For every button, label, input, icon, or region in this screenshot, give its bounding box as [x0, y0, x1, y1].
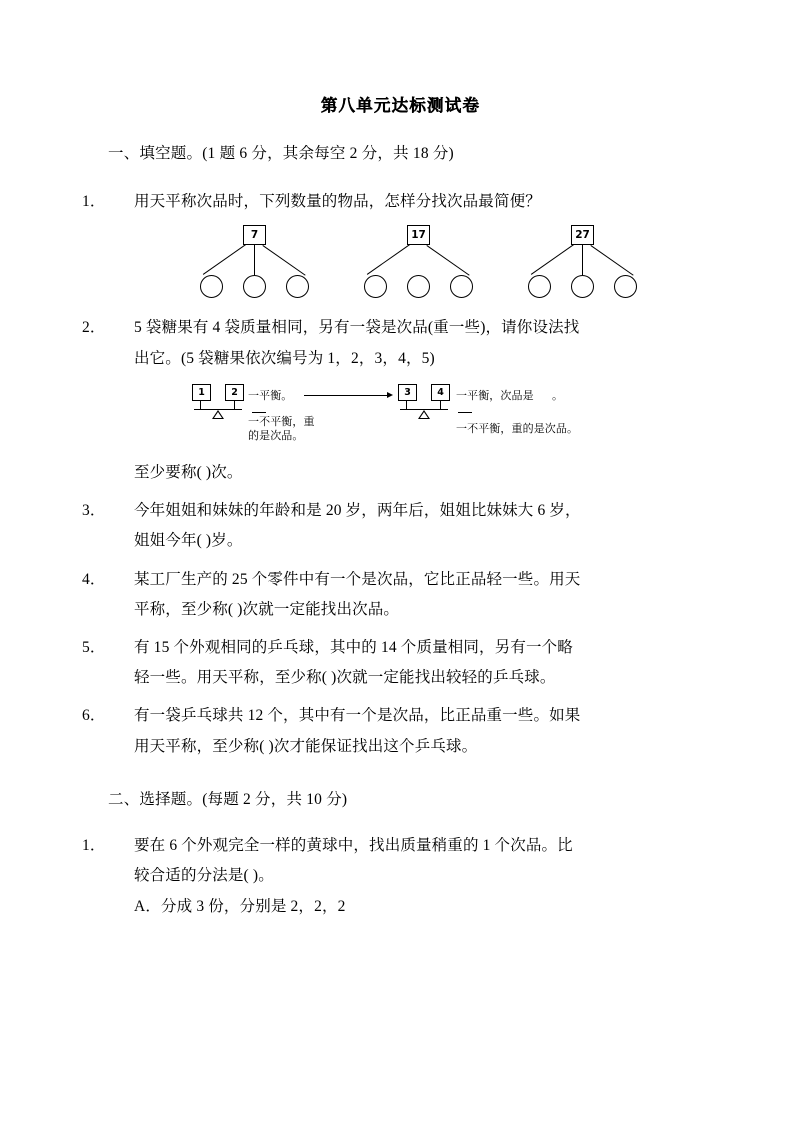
- balance-left-box-2: 2: [225, 384, 244, 401]
- question-5-line-1-wrap: [82, 633, 693, 663]
- balance-right-hanger-right: [440, 401, 441, 409]
- figure-balance-flow: [108, 382, 693, 448]
- question-1-number: 1．: [82, 193, 106, 211]
- tree-diagram-7: [196, 225, 326, 307]
- balance-right-branch-balanced-end: 。: [552, 389, 564, 402]
- question-2-answer: [108, 458, 693, 488]
- question-2-line-1: 5 袋糖果有 4 袋质量相同，另有一袋是次品(重一些)，请你设法找: [134, 319, 580, 337]
- choice-question-1-line-2[interactable]: 较合适的分法是( )。: [134, 867, 274, 885]
- question-5: [82, 633, 693, 693]
- tree-17-edge-right: [426, 245, 469, 276]
- question-2-line-2: 出它。(5 袋糖果依次编号为 1，2，3，4，5): [134, 349, 435, 367]
- balance-left-branch-unbalanced-line1: 一不平衡，重: [248, 415, 315, 428]
- tree-27-circle-2: [571, 275, 594, 298]
- tree-27-box-label: 27: [571, 225, 594, 245]
- tree-7-edge-middle: [254, 245, 255, 275]
- tree-17-edge-left: [367, 244, 410, 275]
- tree-7-edge-right: [262, 245, 305, 276]
- tree-17-circle-1: [364, 275, 387, 298]
- choice-question-1-line-1: 要在 6 个外观完全一样的黄球中，找出质量稍重的 1 个次品。比: [134, 837, 573, 855]
- flow-arrow-head: [387, 392, 393, 398]
- balance-left-box-1: 1: [192, 384, 211, 401]
- question-6-line-1-wrap: [82, 701, 693, 731]
- question-4-line-2[interactable]: 平称，至少称( )次就一定能找出次品。: [134, 600, 400, 618]
- question-6: [82, 701, 693, 761]
- tree-17-box-label: 17: [407, 225, 430, 245]
- question-6-number: 6．: [82, 707, 106, 725]
- balance-right-branch-dash: [458, 412, 472, 413]
- tree-7-circle-3: [286, 275, 309, 298]
- balance-left-hanger-right: [234, 401, 235, 409]
- balance-right-hanger-left: [406, 401, 407, 409]
- choice-question-1: [82, 831, 693, 922]
- balance-left-branch-balanced: 一平衡。: [248, 389, 293, 402]
- balance-right-branch-balanced: 一平衡，次品是: [456, 389, 534, 402]
- question-2-line-1-wrap: [82, 313, 693, 343]
- tree-17-circle-2: [407, 275, 430, 298]
- question-3: [82, 496, 693, 556]
- question-6-line-1: 有一袋乒乓球共 12 个，其中有一个是次品，比正品重一些。如果: [134, 707, 581, 725]
- balance-right-box-3: 3: [398, 384, 417, 401]
- tree-7-circle-1: [200, 275, 223, 298]
- balance-right-fulcrum-inner: [420, 412, 428, 418]
- question-5-number: 5．: [82, 639, 106, 656]
- tree-7-box-label: 7: [243, 225, 266, 245]
- question-1: [82, 187, 693, 217]
- page-title: 第八单元达标测试卷: [320, 96, 481, 115]
- tree-diagram-17: [360, 225, 490, 307]
- tree-27-circle-1: [528, 275, 551, 298]
- question-6-line-2[interactable]: 用天平称，至少称( )次才能保证找出这个乒乓球。: [134, 737, 478, 755]
- question-4-line-1-wrap: [82, 565, 693, 595]
- section-heading-fill-in-blanks: 一、填空题。(1 题 6 分，其余每空 2 分，共 18 分): [108, 145, 454, 162]
- tree-27-circle-3: [614, 275, 637, 298]
- tree-27-edge-middle: [582, 245, 583, 275]
- page-content: [82, 92, 693, 930]
- choice-question-1-line-1-wrap: [82, 831, 693, 861]
- question-1-text: 用天平称次品时，下列数量的物品，怎样分找次品最简便？: [134, 193, 541, 211]
- question-2: [82, 313, 693, 373]
- balance-left-branch-unbalanced-line2: 的是次品。: [248, 429, 304, 442]
- question-1-text-wrap: [82, 187, 693, 217]
- question-3-number: 3．: [82, 502, 106, 520]
- question-3-line-1-wrap: [82, 496, 693, 526]
- balance-right-branch-unbalanced: 一不平衡，重的是次品。: [456, 422, 579, 435]
- tree-27-edge-right: [590, 245, 633, 276]
- question-5-line-1: 有 15 个外观相同的乒乓球，其中的 14 个质量相同，另有一个略: [134, 639, 573, 656]
- figure-tree-group: [108, 225, 693, 307]
- flow-arrow-shaft: [304, 395, 388, 396]
- tree-17-circle-3: [450, 275, 473, 298]
- tree-7-circle-2: [243, 275, 266, 298]
- question-2-number: 2．: [82, 319, 106, 337]
- question-4-line-1: 某工厂生产的 25 个零件中有一个是次品，它比正品轻一些。用天: [134, 570, 581, 588]
- tree-7-edge-left: [203, 244, 246, 275]
- choice-question-1-number: 1．: [82, 837, 106, 855]
- question-3-line-1: 今年姐姐和妹妹的年龄和是 20 岁，两年后，姐姐比妹妹大 6 岁，: [134, 502, 581, 520]
- question-4-number: 4．: [82, 570, 106, 588]
- question-5-line-2[interactable]: 轻一些。用天平称，至少称( )次就一定能找出较轻的乒乓球。: [134, 669, 556, 687]
- question-2-answer-line[interactable]: 至少要称( )次。: [134, 463, 243, 481]
- tree-27-edge-left: [531, 244, 574, 275]
- choice-question-1-option-a[interactable]: A．分成 3 份，分别是 2，2，2: [134, 897, 346, 915]
- section-heading-multiple-choice: 二、选择题。(每题 2 分，共 10 分): [108, 790, 348, 808]
- balance-left-fulcrum-inner: [214, 412, 222, 418]
- question-4: [82, 565, 693, 625]
- tree-diagram-27: [524, 225, 654, 307]
- balance-left-hanger-left: [200, 401, 201, 409]
- question-3-line-2[interactable]: 姐姐今年( )岁。: [134, 532, 243, 550]
- balance-right-box-4: 4: [431, 384, 450, 401]
- balance-left-branch-dash: [252, 412, 266, 413]
